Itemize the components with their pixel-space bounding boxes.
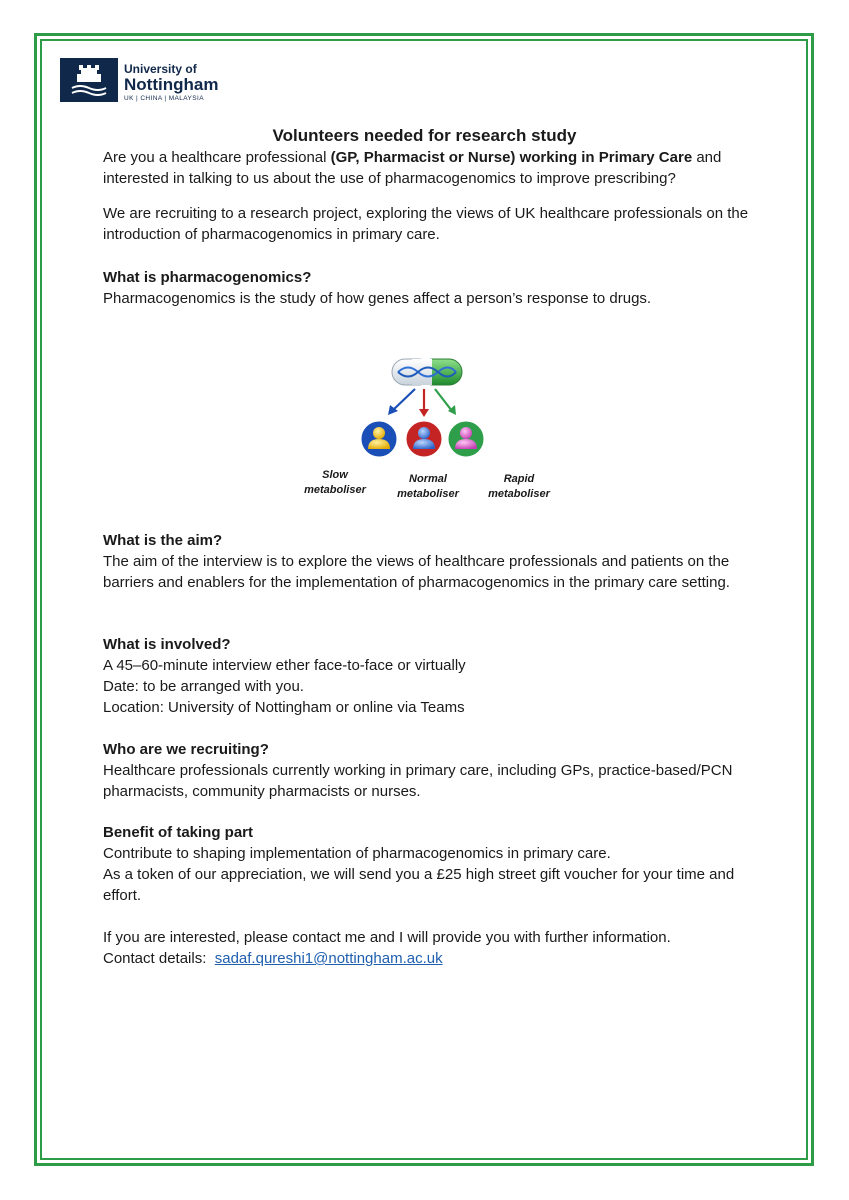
who-heading: Who are we recruiting?	[103, 741, 269, 758]
slow-metaboliser-person-icon	[361, 421, 397, 457]
benefit-line-2: As a token of our appreciation, we will send you a £25 high street gift voucher for your time and effort.	[103, 866, 735, 904]
what-is-section	[103, 267, 753, 309]
who-text: Healthcare professionals currently working in primary care, including GPs, practice-based/PCN pharmacists, community pharmacists or nurses.	[103, 762, 733, 800]
who-section	[103, 739, 753, 802]
page-title: Volunteers needed for research study	[272, 126, 577, 145]
contact-line	[103, 948, 753, 969]
involved-section	[103, 634, 753, 718]
aim-heading: What is the aim?	[103, 532, 223, 549]
involved-heading: What is involved?	[103, 636, 231, 653]
normal-caption-line-2: metaboliser	[397, 488, 459, 500]
closing-text: If you are interested, please contact me and I will provide you with further information.	[103, 929, 671, 946]
capsule-icon	[392, 359, 462, 385]
university-wordmark	[124, 63, 218, 103]
intro-bold: (GP, Pharmacist or Nurse) working in Primary Care	[330, 149, 693, 166]
intro-part-2: and interested in talking to us about the use of pharmacogenomics to improve prescribing?	[103, 149, 722, 187]
slow-metaboliser-caption	[302, 468, 368, 498]
normal-caption-line-1: Normal	[409, 473, 447, 485]
normal-metaboliser-person-icon	[406, 421, 442, 457]
recruiting-block	[103, 203, 753, 245]
university-crest-logo	[60, 58, 118, 102]
aim-section	[103, 530, 753, 593]
contact-label: Contact details:	[103, 950, 207, 967]
rapid-metaboliser-caption	[483, 472, 555, 502]
pharmacogenomics-figure	[300, 345, 560, 515]
intro-part-1: Are you a healthcare professional	[103, 149, 331, 166]
involved-line-3: Location: University of Nottingham or online via Teams	[103, 699, 465, 716]
logo-line-1: University of	[124, 62, 197, 76]
rapid-caption-line-2: metaboliser	[488, 488, 550, 500]
arrows-icon	[388, 389, 456, 417]
rapid-caption-line-1: Rapid	[503, 473, 535, 485]
logo-line-3: UK | CHINA | MALAYSIA	[124, 95, 204, 102]
benefit-line-1: Contribute to shaping implementation of pharmacogenomics in primary care.	[103, 845, 611, 862]
benefit-section	[103, 822, 753, 906]
involved-line-1: A 45–60-minute interview ether face-to-face or virtually	[103, 657, 466, 674]
recruiting-paragraph: We are recruiting to a research project, exploring the views of UK healthcare professionals on the introduction of pharmacogenomics in primary care.	[103, 205, 749, 243]
benefit-heading: Benefit of taking part	[103, 824, 254, 841]
normal-metaboliser-caption	[392, 472, 464, 502]
what-is-heading: What is pharmacogenomics?	[103, 269, 312, 286]
rapid-metaboliser-person-icon	[448, 421, 484, 457]
slow-caption-line-2: metaboliser	[304, 484, 366, 496]
slow-caption-line-1: Slow	[322, 469, 348, 481]
what-is-text: Pharmacogenomics is the study of how genes affect a person’s response to drugs.	[103, 290, 652, 307]
closing-section	[103, 927, 753, 969]
intro-paragraph	[103, 147, 753, 189]
contact-email-link[interactable]: sadaf.qureshi1@nottingham.ac.uk	[214, 950, 443, 967]
aim-text: The aim of the interview is to explore the views of healthcare professionals and patients on the barriers and enablers for the implementation of pharmacogenomics in the primary care setting.	[103, 553, 730, 591]
intro-block	[103, 147, 753, 189]
logo-line-2: Nottingham	[124, 75, 219, 94]
involved-line-2: Date: to be arranged with you.	[103, 678, 304, 695]
